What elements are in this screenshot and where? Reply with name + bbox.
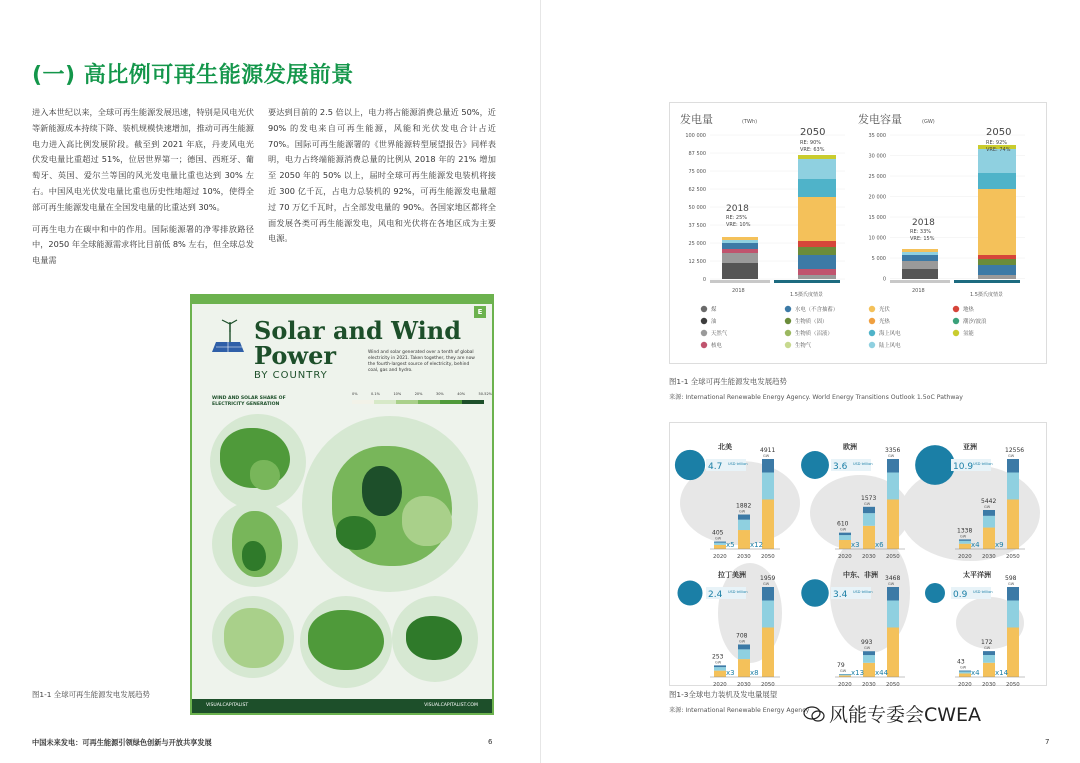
- bar-unit: GW: [864, 501, 871, 506]
- bar-segment: [722, 240, 758, 243]
- legend-label: 光热: [879, 319, 890, 325]
- year-label: 2030: [737, 682, 751, 687]
- page-number: 7: [1045, 738, 1050, 746]
- bar: [1007, 473, 1019, 500]
- bar-value: 253: [712, 653, 724, 661]
- legend-label: 海上风电: [879, 331, 901, 337]
- figure-caption: 图1-3全球电力装机及发电量展望: [669, 690, 778, 699]
- legend-swatch: [418, 400, 440, 404]
- legend-label: 油: [711, 319, 717, 325]
- bar-segment: [902, 261, 938, 269]
- bar-unit: GW: [840, 669, 847, 673]
- infographic-note: Wind and solar generated over a tenth of global electricity in 2021. Taken together, they are now the fourth-largest source of electricity, behind coal, gas and hydro.: [368, 350, 475, 373]
- tick-label: 62 500: [688, 187, 706, 193]
- right-page: [540, 0, 1080, 763]
- annot-vre: VRE: 74%: [986, 147, 1011, 153]
- bar-value: 993: [861, 639, 873, 647]
- legend-label: 水电（不含抽蓄）: [795, 307, 839, 313]
- chart-regional-outlook: [669, 422, 1047, 686]
- bar: [863, 655, 875, 663]
- bar-segment: [798, 275, 836, 279]
- investment-circle: [675, 450, 705, 480]
- annot-year: 2050: [986, 127, 1012, 138]
- bar-unit: GW: [960, 665, 967, 670]
- bar-unit: GW: [763, 454, 770, 458]
- paragraph: 进入本世纪以来，全球可再生能源发展迅速，特别是风电光伏等新能源成本持续下降、装机规模快速增加，推动可再生能源电力进入高比例发展阶段。截至到 2021 年底，丹麦风电光伏发电量比重超过 51%，位居世界第一；德国、西班牙、葡萄牙、英国、爱尔兰等国的风光发电量比重也达到 30% 左右。中国风电光伏发电量比重也历史性地超过 10%，使得全部可再生能源发电量在全国发电量的比重达到 30%。: [32, 107, 254, 212]
- legend-swatch: [440, 400, 462, 404]
- legend-label: 煤: [711, 307, 717, 313]
- bar: [983, 516, 995, 528]
- legend-dot: [701, 330, 707, 336]
- bar: [738, 649, 750, 659]
- page-footer-title: 中国未来发电：可再生能源引领绿色创新与开放共享发展: [32, 738, 212, 747]
- bar-segment: [798, 247, 836, 255]
- bar-segment: [798, 269, 836, 275]
- bar-unit: GW: [763, 582, 770, 586]
- bar-value: 12556: [1005, 447, 1025, 454]
- bar: [762, 459, 774, 473]
- bar: [887, 459, 899, 473]
- bar-segment: [978, 189, 1016, 255]
- legend-dot: [953, 330, 959, 336]
- bar: [762, 473, 774, 500]
- bar-segment: [978, 265, 1016, 275]
- bar-value: 4911: [760, 447, 776, 454]
- tick-label: 35 000: [868, 133, 886, 139]
- legend-number: 40%: [457, 392, 466, 396]
- invest-unit: USD trillion: [853, 590, 873, 594]
- bar-segment: [722, 249, 758, 253]
- region-name: 欧洲: [843, 443, 857, 451]
- bar-segment: [902, 249, 938, 252]
- badge-e: E: [474, 306, 486, 318]
- bar: [714, 667, 726, 670]
- invest-unit: USD trillion: [728, 590, 748, 594]
- legend-number: 50-52%: [478, 392, 492, 396]
- globe-asia: [300, 596, 392, 688]
- year-label: 2030: [862, 682, 876, 687]
- bar: [714, 671, 726, 677]
- bar: [714, 545, 726, 549]
- bar: [863, 663, 875, 677]
- page-number: 6: [488, 738, 493, 746]
- bar: [863, 513, 875, 526]
- bar-value: 405: [712, 529, 724, 537]
- multiplier: x12: [750, 541, 764, 549]
- left-chart-unit: (TWh): [742, 119, 758, 125]
- invest-unit: USD trillion: [973, 462, 993, 466]
- multiplier: x3: [726, 669, 735, 677]
- x-label: 1.5摄氏度情景: [970, 292, 1003, 298]
- bar: [714, 665, 726, 667]
- bar: [714, 542, 726, 543]
- bar: [983, 663, 995, 677]
- bar: [714, 543, 726, 545]
- bar-unit: GW: [715, 660, 722, 665]
- bar-value: 3356: [885, 447, 901, 454]
- year-label: 2030: [982, 682, 996, 687]
- legend-color-bar: [352, 400, 484, 404]
- bar-unit: GW: [739, 509, 746, 514]
- invest-unit: USD trillion: [728, 462, 748, 466]
- bar: [1007, 459, 1019, 473]
- right-chart-title: 发电容量: [858, 113, 902, 126]
- multiplier: x3: [851, 541, 860, 549]
- bar-unit: GW: [1008, 582, 1015, 586]
- tick-label: 50 000: [688, 205, 706, 211]
- infographic-subtitle: BY COUNTRY: [254, 370, 328, 381]
- year-label: 2050: [761, 682, 775, 687]
- footer-url: VISUALCAPITALIST.COM: [424, 703, 478, 708]
- investment-circle: [925, 583, 945, 603]
- x-axis-band: [954, 280, 1020, 283]
- bar-value: 598: [1005, 575, 1017, 582]
- year-label: 2030: [982, 554, 996, 560]
- investment-circle: [801, 451, 829, 479]
- legend-dot: [869, 318, 875, 324]
- year-label: 2050: [886, 682, 900, 687]
- bar: [863, 651, 875, 655]
- year-label: 2050: [1006, 682, 1020, 687]
- legend-number: 0%: [352, 392, 358, 396]
- bar-unit: GW: [888, 454, 895, 458]
- legend-dot: [869, 330, 875, 336]
- globe-south-america: [212, 501, 298, 587]
- multiplier: x13: [851, 669, 865, 677]
- region-name: 太平洋洲: [963, 571, 991, 579]
- legend-dot: [869, 342, 875, 348]
- bar-unit: GW: [739, 639, 746, 644]
- region-name: 亚洲: [963, 443, 977, 451]
- bar: [839, 674, 851, 675]
- legend-label: 天然气: [711, 331, 728, 337]
- infographic-top-bar: [192, 296, 492, 304]
- chart1-svg: [670, 103, 1048, 365]
- wechat-icon: [803, 705, 825, 723]
- annot-re: RE: 90%: [800, 140, 822, 146]
- invest-value: 2.4: [708, 590, 723, 600]
- year-label: 2050: [1006, 554, 1020, 560]
- annot-year: 2018: [912, 218, 935, 228]
- legend-number: 20%: [414, 392, 423, 396]
- year-label: 2030: [737, 554, 751, 560]
- investment-circle: [801, 579, 828, 606]
- bar: [738, 659, 750, 677]
- x-axis-band: [774, 280, 840, 283]
- legend-label: 核电: [711, 343, 722, 349]
- legend-label: 氢能: [963, 331, 974, 337]
- bar-value: 172: [981, 639, 993, 647]
- paragraph: 要达到目前的 2.5 倍以上，电力将占能源消费总量近 50%，近 90% 的发电来自可再生能源，风能和光伏发电合计占近 70%。国际可再生能源署的《世界能源转型展望报告》同样表明，电力占终端能源消费总量的比例从 2018 年的 21% 增加至 2050 年的 50% 以上，届时全球可再生能源发电装机将接近 300 亿千瓦，占电力总装机的 92%，可再生能源发电量超过 70 万亿千瓦时，占全部发电量的 90%。各国家地区都将全面发展各类可再生能源发电，风电和光伏将在各地区成为主要电源。: [268, 107, 496, 244]
- bar-value: 43: [957, 658, 965, 666]
- bar-unit: GW: [715, 536, 722, 541]
- bar: [762, 601, 774, 628]
- legend-label: 生物气: [795, 343, 812, 349]
- tick-label: 30 000: [868, 153, 886, 160]
- infographic-title-line1: Solar and Wind: [254, 316, 462, 345]
- multiplier: x44: [875, 669, 889, 677]
- legend-dot: [869, 306, 875, 312]
- bar-unit: GW: [1008, 454, 1015, 458]
- year-label: 2020: [958, 554, 972, 560]
- invest-value: 3.6: [833, 462, 848, 472]
- bar: [1007, 587, 1019, 601]
- left-chart-title: 发电量: [680, 113, 713, 126]
- multiplier: x6: [875, 541, 884, 549]
- bar-segment: [902, 269, 938, 279]
- bar-segment: [902, 252, 938, 255]
- legend-number: 10%: [393, 392, 402, 396]
- tick-label: 12 500: [688, 259, 706, 265]
- tick-label: 10 000: [868, 235, 886, 242]
- tick-label: 75 000: [688, 169, 706, 175]
- legend-dot: [785, 306, 791, 312]
- chart-generation-capacity: [669, 102, 1047, 364]
- legend-label: 光伏: [879, 307, 890, 313]
- x-label: 2018: [732, 288, 745, 294]
- bar: [887, 500, 899, 550]
- legend-swatch: [462, 400, 484, 404]
- bar: [738, 520, 750, 530]
- legend-label: 潮汐/波浪: [963, 319, 987, 325]
- bar-unit: GW: [888, 582, 895, 586]
- bar-segment: [798, 179, 836, 197]
- stacked-bars: [722, 145, 1016, 279]
- bar-segment: [978, 173, 1016, 189]
- tick-label: 20 000: [868, 194, 886, 201]
- region-name: 拉丁美洲: [718, 571, 746, 579]
- right-chart-unit: (GW): [922, 119, 935, 125]
- legend-swatch: [374, 400, 396, 404]
- bar-segment: [722, 263, 758, 279]
- bar: [983, 651, 995, 655]
- region-name: 中东、非洲: [843, 571, 878, 579]
- year-label: 2020: [958, 682, 972, 687]
- body-column-2: [268, 105, 496, 253]
- bar-unit: GW: [840, 527, 847, 532]
- year-label: 2020: [838, 554, 852, 560]
- x-label: 2018: [912, 288, 925, 294]
- bar: [863, 526, 875, 549]
- globe-north-america: [210, 414, 306, 510]
- figure-source: 来源: International Renewable Energy Agency: [669, 707, 810, 714]
- tick-label: 25 000: [868, 174, 886, 180]
- tick-label: 87 500: [688, 151, 706, 157]
- tick-label: 37 500: [688, 223, 706, 229]
- legend-number: 0.1%: [371, 392, 380, 396]
- multiplier: x8: [750, 669, 759, 677]
- wind-solar-icon: [210, 318, 248, 356]
- legend-dot: [701, 342, 707, 348]
- invest-value: 3.4: [833, 590, 848, 600]
- x-axis-band: [710, 280, 770, 283]
- bar-segment: [978, 275, 1016, 279]
- annot-year: 2050: [800, 127, 826, 138]
- legend-number: 30%: [435, 392, 444, 396]
- bar: [983, 655, 995, 663]
- bar: [959, 539, 971, 540]
- multiplier: x5: [726, 541, 735, 549]
- share-label: WIND AND SOLAR SHARE OF ELECTRICITY GENERATION: [212, 396, 286, 407]
- bar-segment: [722, 237, 758, 240]
- bar-value: 1882: [736, 502, 752, 510]
- legend-dot: [953, 318, 959, 324]
- bar: [762, 587, 774, 601]
- multiplier: x4: [971, 669, 980, 677]
- globe-oceania: [392, 596, 478, 682]
- bar-segment: [722, 243, 758, 249]
- bar: [738, 515, 750, 520]
- bar-unit: GW: [960, 534, 967, 539]
- paragraph: 可再生电力在碳中和中的作用。国际能源署的净零排放路径中，2050 年全球能源需求将比目前低 8% 左右，但全球总发电量需: [32, 223, 254, 266]
- annot-vre: VRE: 15%: [910, 236, 935, 242]
- tick-label: 15 000: [868, 215, 886, 221]
- legend-numbers: [352, 392, 492, 396]
- annot-re: RE: 92%: [986, 140, 1008, 146]
- bar-unit: GW: [984, 504, 991, 509]
- tick-label: 5 000: [871, 256, 886, 262]
- bar-value: 1959: [760, 575, 776, 582]
- bar-value: 1338: [957, 527, 973, 535]
- invest-unit: USD trillion: [973, 590, 993, 594]
- watermark-text: 风能专委会CWEA: [829, 704, 982, 726]
- bar: [762, 500, 774, 550]
- bar-segment: [798, 159, 836, 179]
- bar: [1007, 500, 1019, 550]
- bar-segment: [798, 241, 836, 247]
- bar: [1007, 601, 1019, 628]
- legend-dot: [701, 318, 707, 324]
- multiplier: x14: [995, 669, 1009, 677]
- year-label: 2050: [761, 554, 775, 560]
- section-heading: (一) 高比例可再生能源发展前景: [32, 63, 354, 88]
- legend-swatch: [396, 400, 418, 404]
- bar: [887, 628, 899, 678]
- bar: [983, 528, 995, 549]
- region-name: 北美: [718, 443, 732, 451]
- globe-europe: [302, 416, 478, 592]
- legend-label: 生物质（固）: [795, 319, 828, 325]
- bar-segment: [978, 259, 1016, 265]
- bar: [887, 473, 899, 500]
- annot-re: RE: 25%: [726, 215, 748, 221]
- figure-source: 来源: International Renewable Energy Agency. World Energy Transitions Outlook 1.5oC Pathway: [669, 394, 963, 401]
- bar: [959, 671, 971, 672]
- multiplier: x9: [995, 541, 1004, 549]
- tick-label: 0: [882, 276, 886, 283]
- world-map-background: [680, 461, 1040, 663]
- x-axis-band: [890, 280, 950, 283]
- x-label: 1.5摄氏度情景: [790, 292, 823, 298]
- figure-caption: 图1-1 全球可再生能源发电发展趋势: [669, 377, 787, 386]
- footer-brand: VISUALCAPITALIST: [206, 703, 249, 708]
- bar-unit: GW: [864, 646, 871, 651]
- bar: [959, 544, 971, 549]
- year-label: 2020: [713, 554, 727, 560]
- bar: [839, 540, 851, 549]
- bar-unit: GW: [984, 646, 991, 651]
- year-label: 2020: [838, 682, 852, 687]
- bar: [887, 601, 899, 628]
- chart2-svg: [670, 423, 1048, 687]
- globe-middle-east-africa: [212, 596, 294, 678]
- legend-label: 陆上风电: [879, 343, 901, 349]
- body-column-1: [32, 105, 254, 275]
- bar-segment: [722, 253, 758, 263]
- bar: [959, 671, 971, 673]
- tick-label: 100 000: [685, 133, 706, 139]
- investment-circle: [677, 580, 702, 605]
- bar-value: 708: [736, 632, 748, 640]
- bar-value: 3468: [885, 575, 901, 582]
- legend-dot: [785, 342, 791, 348]
- legend-label: 生物质（沼液）: [795, 331, 833, 337]
- tick-label: 25 000: [688, 241, 706, 247]
- bar: [738, 530, 750, 549]
- watermark: [803, 700, 981, 727]
- bar-value: 1573: [861, 494, 877, 502]
- bar-value: 79: [837, 662, 845, 669]
- invest-value: 10.9: [953, 462, 974, 472]
- bar-value: 5442: [981, 497, 997, 505]
- bar: [863, 507, 875, 513]
- bar-segment: [798, 155, 836, 159]
- bar: [959, 541, 971, 544]
- legend-dot: [785, 330, 791, 336]
- bar: [762, 628, 774, 678]
- bar-segment: [798, 255, 836, 269]
- bar-segment: [902, 255, 938, 261]
- infographic-footer: [192, 699, 492, 713]
- bar-segment: [978, 255, 1016, 259]
- annot-vre: VRE: 10%: [726, 222, 751, 228]
- figure-caption: 图1-1 全球可再生能源发电发展趋势: [32, 690, 150, 699]
- year-label: 2050: [886, 554, 900, 560]
- tick-label: 0: [702, 277, 706, 283]
- bar: [839, 533, 851, 535]
- annot-vre: VRE: 63%: [800, 147, 825, 153]
- bar: [983, 510, 995, 516]
- legend-swatch: [352, 400, 374, 404]
- legend-dot: [701, 306, 707, 312]
- multiplier: x4: [971, 541, 980, 549]
- invest-value: 0.9: [953, 590, 968, 600]
- investment-circle: [915, 445, 955, 485]
- invest-value: 4.7: [708, 462, 723, 472]
- infographic-title-line2: Power: [254, 341, 336, 370]
- invest-unit: USD trillion: [853, 462, 873, 466]
- legend-label: 地热: [963, 307, 974, 313]
- bar: [839, 535, 851, 540]
- bar: [738, 644, 750, 649]
- year-label: 2020: [713, 682, 727, 687]
- solar-wind-infographic: [190, 294, 494, 715]
- annot-re: RE: 33%: [910, 229, 932, 235]
- bar-value: 610: [837, 520, 849, 528]
- bar: [1007, 628, 1019, 678]
- bar: [959, 673, 971, 677]
- year-label: 2030: [862, 554, 876, 560]
- legend-dot: [785, 318, 791, 324]
- chart1-legend: [701, 305, 987, 349]
- legend-dot: [953, 306, 959, 312]
- bar: [887, 587, 899, 601]
- bar-segment: [798, 197, 836, 241]
- annot-year: 2018: [726, 204, 749, 214]
